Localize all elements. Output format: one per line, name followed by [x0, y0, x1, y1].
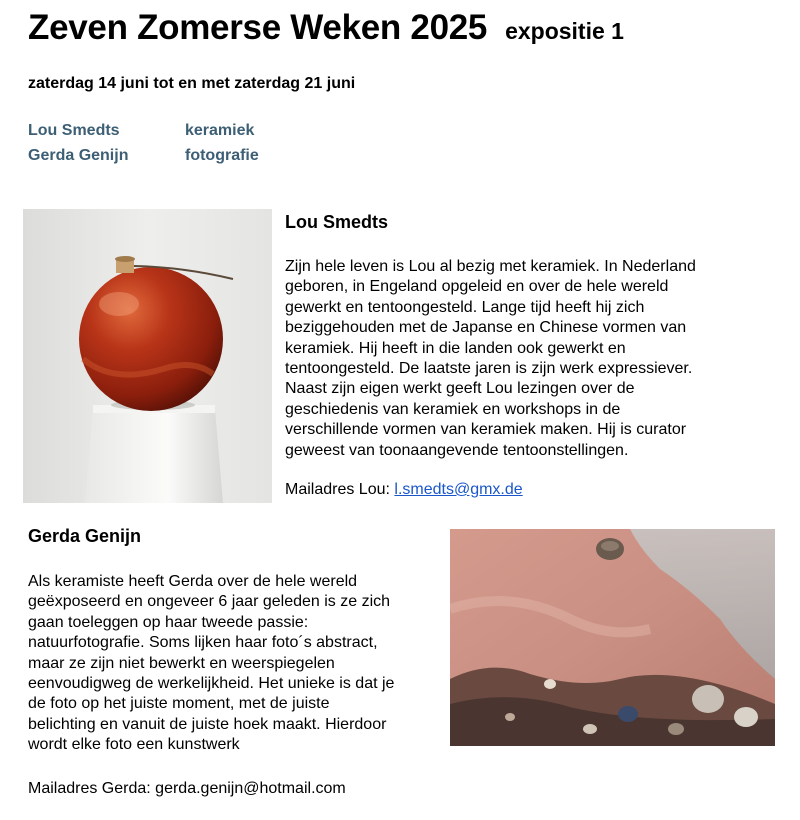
bio-line: gewerkt en tentoongesteld. Lange tijd heeft hij zich — [285, 298, 645, 316]
lou-mail-label: Mailadres Lou: — [285, 481, 395, 498]
bio-line: geboren, in Engeland opgeleid en over de hele wereld — [285, 278, 669, 296]
exhibition-title: Zeven Zomerse Weken 2025 — [28, 8, 488, 47]
vase-image — [23, 209, 272, 503]
artist-discipline: keramiek — [185, 122, 255, 139]
bio-line: de foto op het juiste moment, met de juiste — [28, 695, 330, 713]
bio-line: Zijn hele leven is Lou al bezig met keramiek. In Nederland — [285, 258, 696, 275]
bio-line: wordt elke foto een kunstwerk — [28, 736, 240, 754]
artist-row — [28, 143, 259, 168]
exhibition-subtitle: expositie 1 — [505, 18, 624, 44]
bio-line: maar ze zijn niet bewerkt en weerspiegelen — [28, 654, 335, 672]
artist-discipline: fotografie — [185, 147, 259, 164]
bio-line: tentoongesteld. De laatste jaren is zijn werk expressiever. — [285, 360, 693, 378]
artist-row — [28, 118, 259, 143]
bio-line: eenvoudigweg de werkelijkheid. Het unieke is dat je — [28, 675, 395, 693]
bio-line: belichting en vanuit de juiste hoek maakt. Hierdoor — [28, 715, 387, 733]
artist-name: Gerda Genijn — [28, 147, 129, 164]
gerda-email: gerda.genijn@hotmail.com — [155, 780, 346, 797]
ceramic-vase-photo — [23, 209, 272, 503]
gerda-mail — [28, 780, 346, 798]
exhibition-dates: zaterdag 14 juni tot en met zaterdag 21 juni — [28, 75, 356, 92]
nature-photo — [450, 529, 775, 746]
gerda-heading: Gerda Genijn — [28, 526, 142, 546]
bio-line: Naast zijn eigen werkt geeft Lou lezingen over de — [285, 380, 635, 398]
bio-line: geweest van toonaangevende tentoonstellingen. — [285, 441, 629, 459]
gerda-bio — [28, 572, 443, 756]
bio-line: geschiedenis van keramiek en workshops in de — [285, 400, 621, 418]
bio-line: verschillende vormen van keramiek maken. Hij is curator — [285, 421, 687, 439]
artist-list — [28, 118, 259, 168]
bio-line: Als keramiste heeft Gerda over de hele wereld — [28, 573, 358, 590]
bio-line: gaan toeleggen op haar tweede passie: — [28, 613, 309, 631]
lou-mail — [285, 481, 523, 499]
stone-image — [450, 529, 775, 746]
artist-name: Lou Smedts — [28, 122, 120, 139]
lou-heading: Lou Smedts — [285, 212, 389, 232]
page-title — [28, 8, 624, 48]
gerda-mail-label: Mailadres Gerda: — [28, 780, 156, 797]
bio-line: keramiek. Hij heeft in die landen ook gewerkt en — [285, 339, 626, 357]
bio-line: geëxposeerd en ongeveer 6 jaar geleden is ze zich — [28, 593, 391, 611]
lou-email-link[interactable]: l.smedts@gmx.de — [394, 481, 523, 498]
bio-line: beziggehouden met de Japanse en Chinese vormen van — [285, 319, 687, 337]
bio-line: natuurfotografie. Soms lijken haar foto´s abstract, — [28, 634, 378, 652]
lou-bio — [285, 257, 765, 461]
